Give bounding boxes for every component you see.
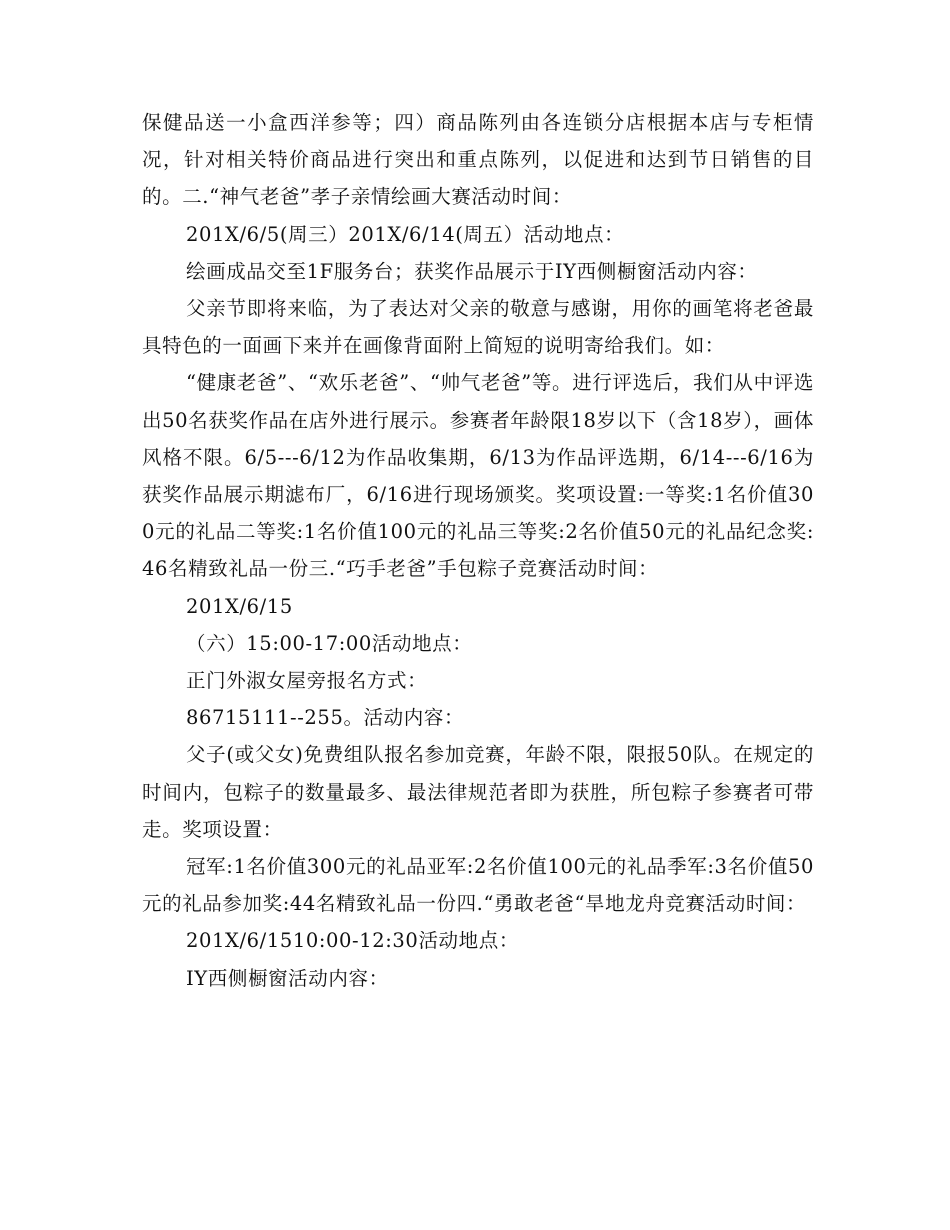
paragraph-8: 正门外淑女屋旁报名方式： (186, 669, 428, 693)
paragraph-2: 201X/6/5(周三）201X/6/14(周五）活动地点： (186, 222, 625, 246)
paragraph-5: “健康老爸”、“欢乐老爸”、“帅气老爸”等。进行评选后，我们从中评选出50名获奖作品在店外进行展示。参赛者年龄限18岁以下（含18岁），画体风格不限。6/5---6/12为作品收集期，6/13为作品评选期，6/14---6/16为获奖作品展示期滤布厂，6/16进行现场颁奖。奖项设置:一等奖:1名价值300元的礼品二等奖:1名价值100元的礼品三等奖:2名价值50元的礼品纪念奖:46名精致礼品一份三.“巧手老爸”手包粽子竞赛活动时间： (142, 371, 814, 581)
paragraph-9: 86715111--255。活动内容： (186, 706, 465, 730)
paragraph-1: 保健品送一小盒西洋参等；四）商品陈列由各连锁分店根据本店与专柜情况，针对相关特价商品进行突出和重点陈列，以促进和达到节日销售的目的。二.“神气老爸”孝子亲情绘画大赛活动时间： (142, 111, 814, 209)
paragraph-10: 父子(或父女)免费组队报名参加竞赛，年龄不限，限报50队。在规定的时间内，包粽子的数量最多、最法律规范者即为获胜，所包粽子参赛者可带走。奖项设置： (142, 743, 814, 841)
paragraph-3: 绘画成品交至1F服务台；获奖作品展示于IY西侧橱窗活动内容： (186, 259, 758, 283)
paragraph-7: （六）15:00-17:00活动地点： (186, 631, 473, 655)
document-body (142, 104, 814, 997)
paragraph-11: 冠军:1名价值300元的礼品亚军:2名价值100元的礼品季军:3名价值50元的礼品参加奖:44名精致礼品一份四.“勇敢老爸“旱地龙舟竞赛活动时间： (142, 855, 814, 916)
paragraph-13: IY西侧橱窗活动内容： (186, 966, 389, 990)
paragraph-4: 父亲节即将来临，为了表达对父亲的敬意与感谢，用你的画笔将老爸最具特色的一面画下来并在画像背面附上简短的说明寄给我们。如： (142, 297, 814, 358)
paragraph-12: 201X/6/1510:00-12:30活动地点： (186, 929, 519, 953)
paragraph-6: 201X/6/15 (186, 594, 293, 618)
